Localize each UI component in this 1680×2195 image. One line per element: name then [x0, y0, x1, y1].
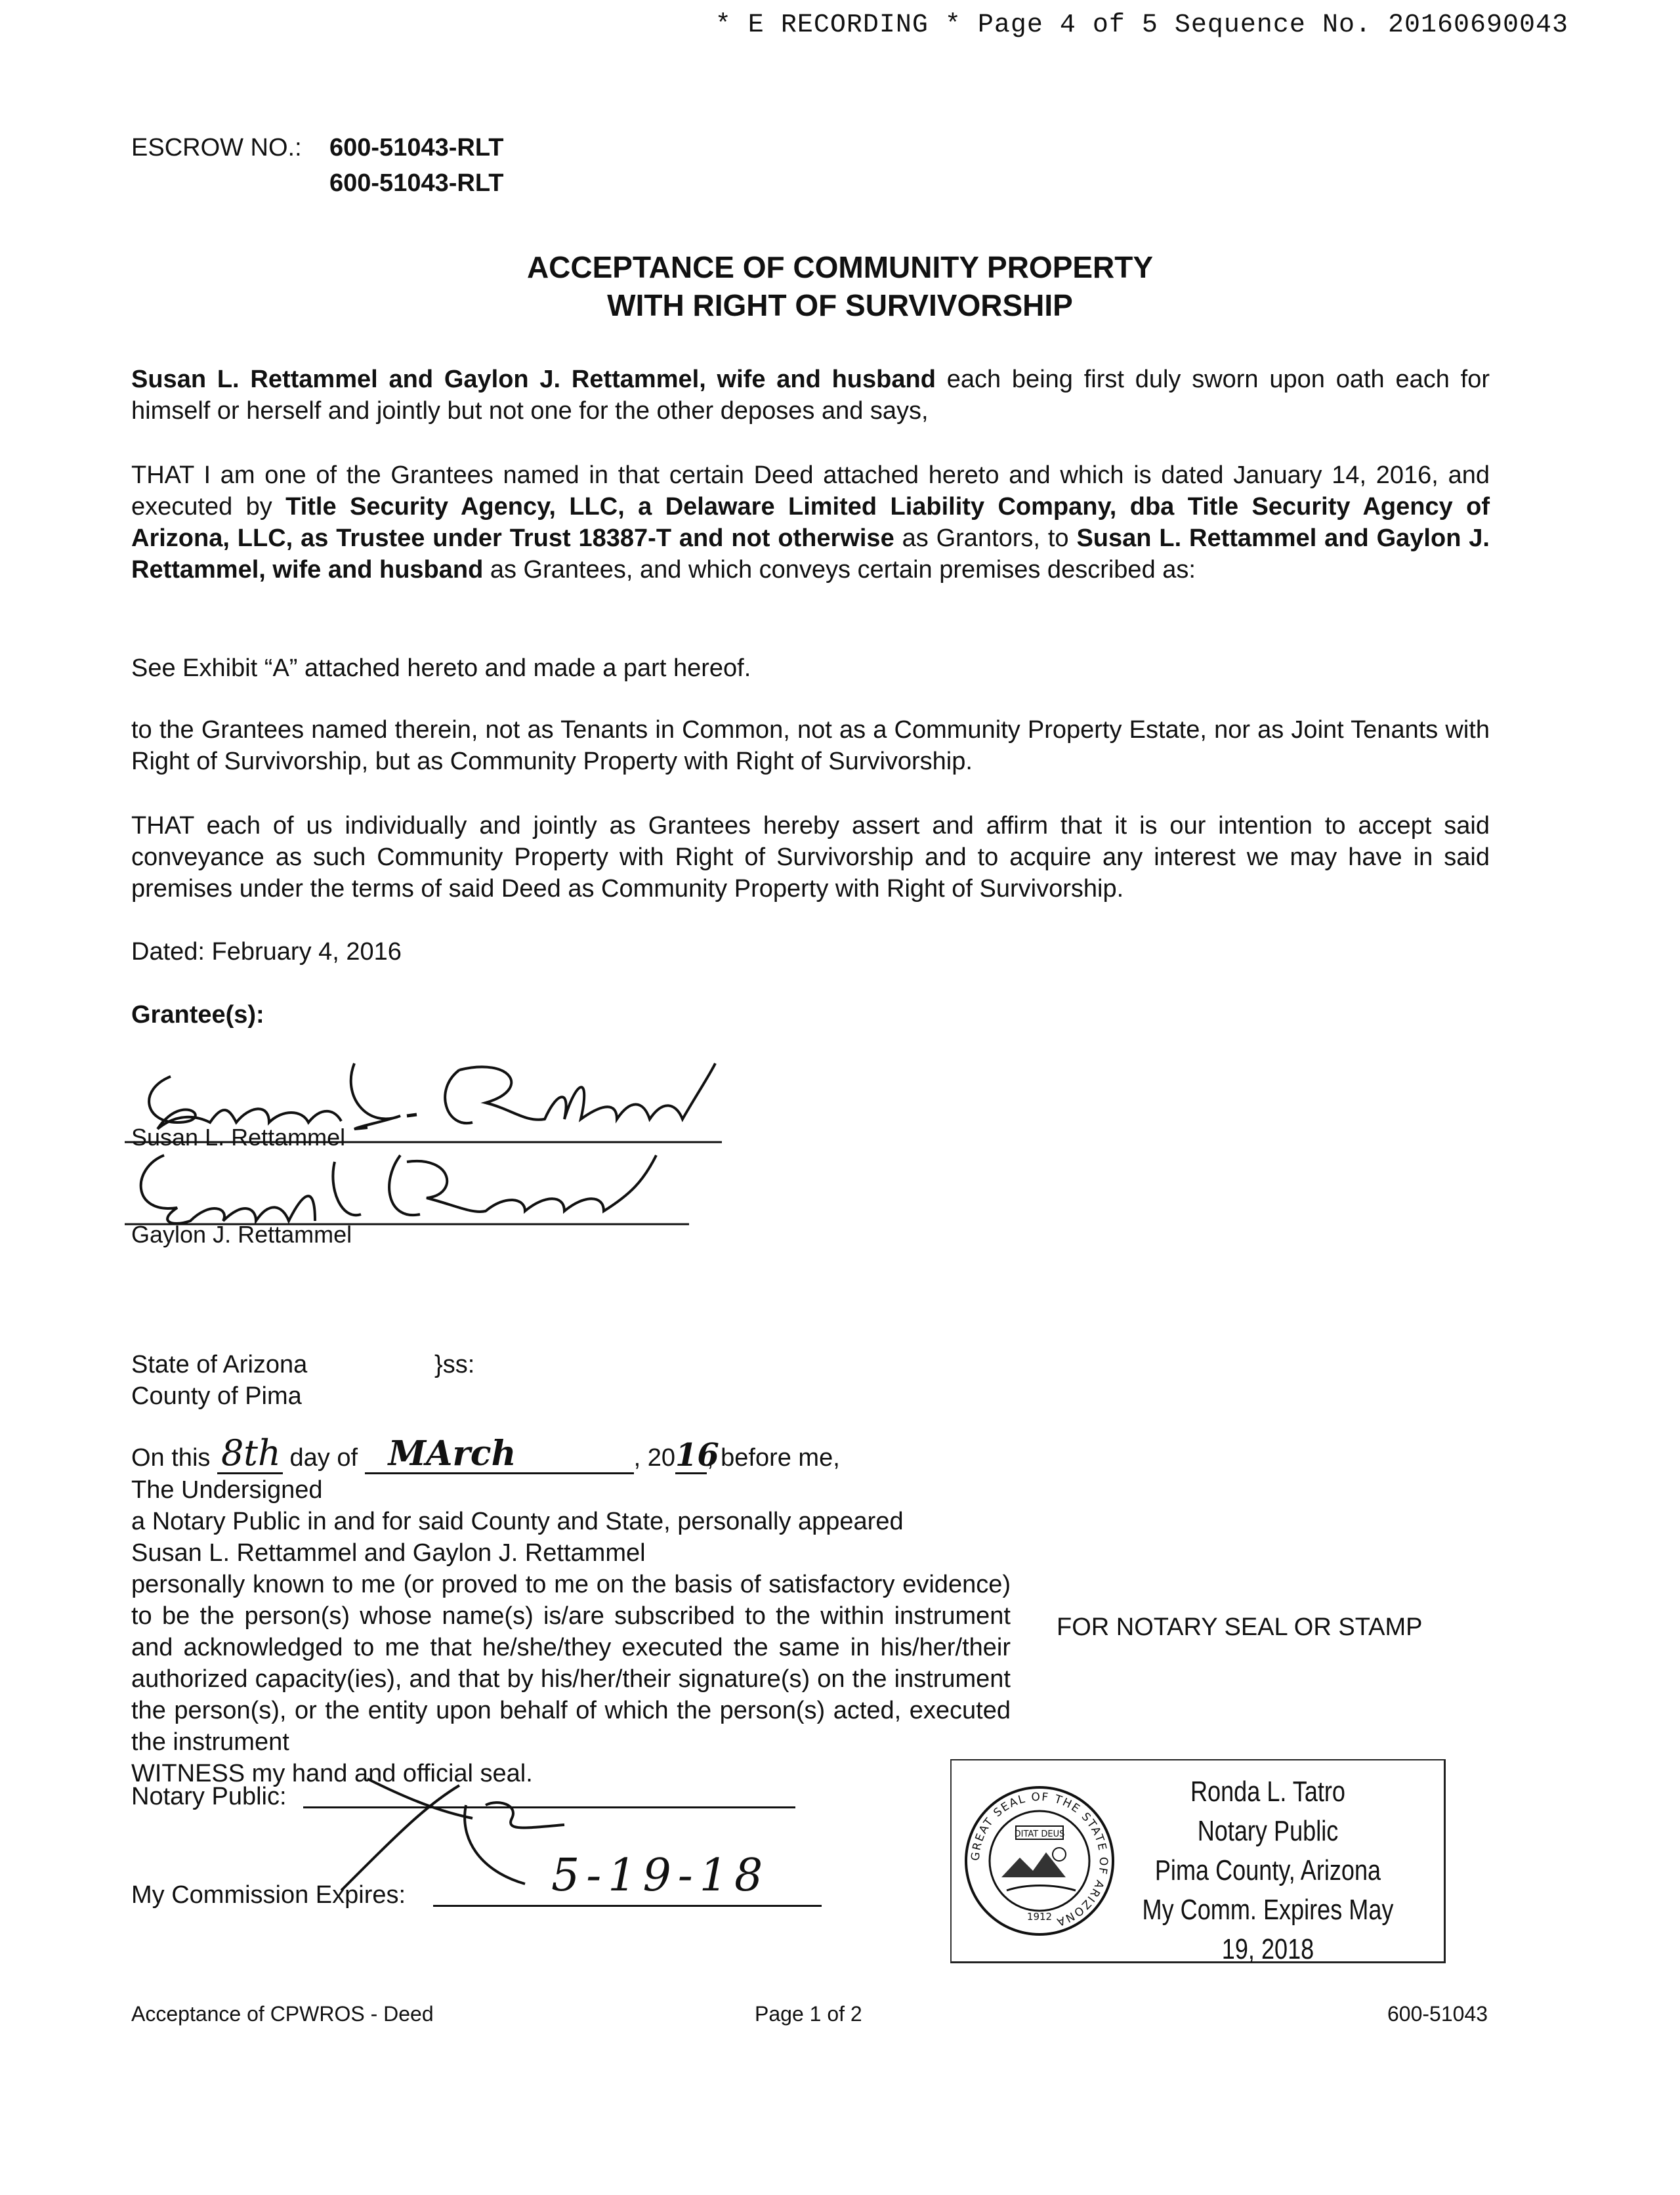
commission-label: My Commission Expires:	[131, 1881, 406, 1909]
deed-text-2: as Grantors, to	[894, 524, 1077, 552]
year-prefix: , 20	[633, 1444, 675, 1472]
paragraph-deed	[131, 459, 1490, 586]
escrow-block	[131, 130, 503, 201]
notary-public-label: Notary Public:	[131, 1783, 287, 1810]
footer-left: Acceptance of CPWROS - Deed	[131, 2002, 434, 2026]
signature-gaylon-icon	[118, 1142, 696, 1234]
dated-line: Dated: February 4, 2016	[131, 938, 402, 966]
day-field	[217, 1432, 283, 1474]
escrow-number-2: 600-51043-RLT	[329, 169, 504, 197]
day-of-text: day of	[289, 1444, 358, 1472]
grantees-label: Grantee(s):	[131, 1001, 264, 1029]
stamp-notary-name: Ronda L. Tatro	[1190, 1776, 1346, 1808]
on-this-text: On this	[131, 1444, 211, 1472]
notary-stamp	[950, 1759, 1446, 1963]
escrow-number-1: 600-51043-RLT	[329, 134, 504, 161]
document-title	[0, 248, 1680, 324]
state-seal-icon	[961, 1779, 1118, 1943]
signer-1-name: Susan L. Rettammel	[131, 1124, 346, 1151]
day-value: 8th	[220, 1432, 281, 1474]
deponents-text: each being first duly sworn upon oath each for himself or herself and jointly but not one for the other deposes and says,	[131, 366, 1490, 425]
notary-line-text: a Notary Public in and for said County and State, personally appeared	[131, 1508, 904, 1535]
acknowledgment-date-line	[131, 1432, 840, 1474]
month-value: MArch	[388, 1434, 516, 1474]
venue-ss: }ss:	[434, 1351, 475, 1378]
grantors-names: Title Security Agency, LLC, a Delaware Limited Liability Company, dba Title Security Agency of Arizona, LLC, as Trustee under Trust 18387-T and not otherwise	[131, 493, 1490, 552]
commission-line	[433, 1905, 822, 1907]
deed-text-3: as Grantees, and which conveys certain premises described as:	[483, 556, 1196, 584]
grantees-names: Susan L. Rettammel and Gaylon J. Rettammel, wife and husband	[131, 524, 1490, 584]
stamp-expires: My Comm. Expires May 19, 2018	[1142, 1894, 1394, 1965]
venue-county: County of Pima	[131, 1382, 302, 1410]
witness-text: WITNESS my hand and official seal.	[131, 1760, 533, 1787]
before-me-text: , before me,	[707, 1444, 840, 1472]
deed-text-1: THAT I am one of the Grantees named in that certain Deed attached hereto and which is dated January 14, 2016, and executed by	[131, 461, 1490, 521]
venue-state: State of Arizona	[131, 1351, 308, 1378]
paragraph-exhibit: See Exhibit “A” attached hereto and made a part hereof.	[131, 654, 751, 682]
title-line-2: WITH RIGHT OF SURVIVORSHIP	[607, 288, 1073, 322]
escrow-label: ESCROW NO.:	[131, 134, 302, 161]
year-field	[675, 1437, 719, 1474]
seal-label: FOR NOTARY SEAL OR STAMP	[1057, 1613, 1423, 1641]
undersigned-text: The Undersigned	[131, 1476, 323, 1504]
paragraph-deponents	[131, 364, 1490, 427]
footer-center: Page 1 of 2	[755, 2002, 862, 2026]
acknowledgment-text: personally known to me (or proved to me on the basis of satisfactory evidence) to be the person(s) whose name(s) is/are subscribed to the within instrument and acknowledged to me that he/she/they executed the same in his/her/their authorized capacity(ies), and that by his/her/their signature(s) on the instrument the person(s), or the entity upon behalf of which the person(s) acted, executed the instrument	[131, 1571, 1011, 1756]
commission-value: 5-19-18	[551, 1850, 770, 1902]
stamp-county: Pima County, Arizona	[1154, 1854, 1381, 1886]
paragraph-tenancy: to the Grantees named therein, not as Tenants in Common, not as a Community Property Estate, nor as Joint Tenants with Right of Survivorship, but as Community Property with Right of Survivorship.	[131, 716, 1490, 775]
title-line-1: ACCEPTANCE OF COMMUNITY PROPERTY	[526, 250, 1154, 284]
year-value: 16	[675, 1437, 719, 1474]
paragraph-affirmation: THAT each of us individually and jointly as Grantees hereby assert and affirm that it is our intention to accept said conveyance as such Community Property with Right of Survivorship and to acquire any interest we may have in said premises under the terms of said Deed as Community Property with Right of Survivorship.	[131, 812, 1490, 903]
footer-right: 600-51043	[1387, 2002, 1488, 2026]
stamp-notary-title: Notary Public	[1197, 1815, 1339, 1847]
month-field	[365, 1434, 634, 1474]
stamp-text	[1133, 1772, 1402, 1969]
appeared-names: Susan L. Rettammel and Gaylon J. Rettammel	[131, 1539, 646, 1567]
svg-text:1912: 1912	[1026, 1911, 1053, 1923]
svg-text:GREAT SEAL OF THE STATE OF ARI: GREAT SEAL OF THE STATE OF ARIZONA	[969, 1790, 1110, 1929]
deponents-names: Susan L. Rettammel and Gaylon J. Rettammel, wife and husband	[131, 366, 936, 393]
svg-text:DITAT DEUS: DITAT DEUS	[1014, 1829, 1065, 1839]
signer-2-name: Gaylon J. Rettammel	[131, 1221, 352, 1248]
recording-header: * E RECORDING * Page 4 of 5 Sequence No. 20160690043	[715, 11, 1568, 40]
